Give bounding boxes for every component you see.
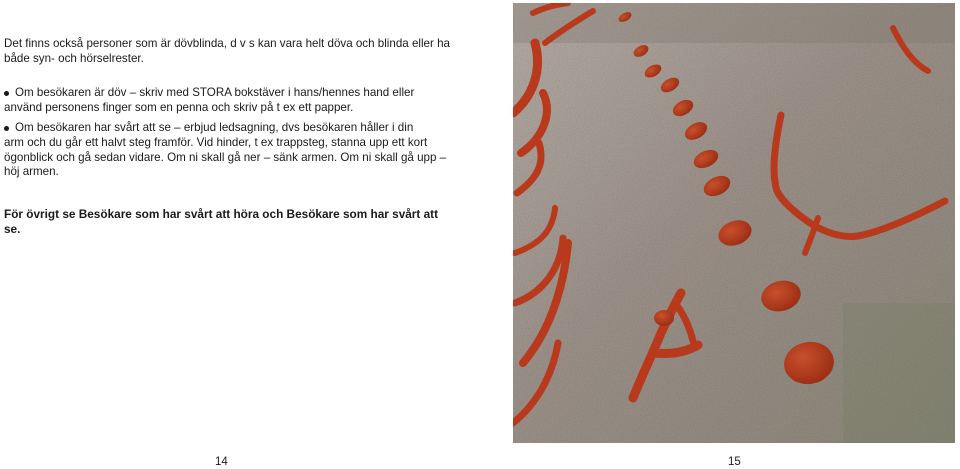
bullet-icon [4,91,9,96]
list-item-first-line: Om besökaren har svårt att se – erbjud ledsagning, dvs besökaren håller i din [15,121,414,135]
list-item-first-line: Om besökaren är döv – skriv med STORA bokstäver i hans/hennes hand eller [15,86,415,100]
list-item [4,86,456,115]
advice-list [4,86,456,180]
rock-carving-photo [513,3,955,443]
list-item-continuation: arm och du går ett halvt steg framför. Vid hinder, t ex trappsteg, stanna upp ett kort ögonblick och gå sedan vidare. Om ni skall gå ner – sänk armen. Om ni skall gå upp – höj armen. [4,135,447,179]
cup-mark [654,310,674,326]
moss-patch [513,3,955,43]
page-number-left: 14 [215,456,228,468]
page-number-right: 15 [728,456,741,468]
list-item [4,121,456,179]
rock-carving-image [513,3,955,443]
list-item-continuation: använd personens finger som en penna och skriv på t ex ett papper. [4,100,354,114]
bullet-icon [4,126,9,131]
intro-paragraph: Det finns också personer som är dövblinda, d v s kan vara helt döva och blinda eller ha både syn- och hörselrester. [4,37,450,65]
moss-patch [843,303,955,443]
body-text [4,37,456,237]
closing-note: För övrigt se Besökare som har svårt att höra och Besökare som har svårt att se. [4,206,439,236]
